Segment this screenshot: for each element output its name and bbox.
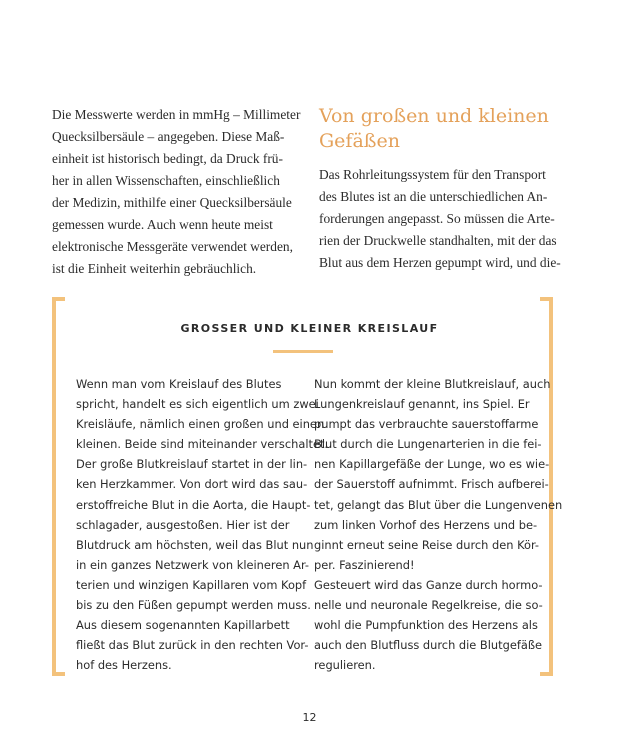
text-line: ist die Einheit weiterhin gebräuchlich. <box>52 261 257 276</box>
box-text-line: fließt das Blut zurück in den rechten Vor- <box>76 638 309 653</box>
box-text-line: regulieren. <box>314 658 376 673</box>
box-text-line: tet, gelangt das Blut über die Lungenvenen <box>314 497 563 512</box>
text-line: rien der Druckwelle standhalten, mit der das <box>319 233 557 248</box>
box-text-line: auch den Blutfluss durch die Blutgefäße <box>314 638 543 653</box>
box-text-line: Wenn man vom Kreislauf des Blutes <box>76 377 282 391</box>
left-column <box>52 104 301 280</box>
text-line: Das Rohrleitungssystem für den Transport <box>319 167 546 182</box>
box-text-line: in ein ganzes Netzwerk von kleineren Ar- <box>76 557 310 572</box>
page-number: 12 <box>302 711 317 724</box>
box-text-line: erstoffreiche Blut in die Aorta, die Haupt- <box>76 497 311 512</box>
box-title: GROSSER UND KLEINER KREISLAUF <box>180 322 439 335</box>
text-line: Quecksilbersäule – angegeben. Diese Maß- <box>52 129 285 144</box>
box-text-line: Lungenkreislauf genannt, ins Spiel. Er <box>314 397 530 412</box>
box-text-line: nelle und neuronale Regelkreise, die so- <box>314 598 543 613</box>
text-line: forderungen angepasst. So müssen die Arte- <box>319 211 555 226</box>
box-text-line: terien und winzigen Kapillaren vom Kopf <box>76 577 307 592</box>
box-text-line: ken Herzkammer. Von dort wird das sau- <box>76 477 308 492</box>
text-line: der Medizin, mithilfe einer Quecksilbersäule <box>52 195 292 210</box>
heading-line: Gefäßen <box>319 130 400 152</box>
box-right-column <box>314 374 563 675</box>
text-line: gemessen wurde. Auch wenn heute meist <box>52 217 273 232</box>
text-line: Die Messwerte werden in mmHg – Millimeter <box>52 107 301 122</box>
box-text-line: Nun kommt der kleine Blutkreislauf, auch <box>314 377 551 391</box>
box-text-line: Blut durch die Lungenarterien in die fei- <box>314 437 542 452</box>
box-title-rule <box>273 350 333 353</box>
box-text-line: ginnt erneut seine Reise durch den Kör- <box>314 537 540 552</box>
box-text-line: Blutdruck am höchsten, weil das Blut nun <box>76 537 314 552</box>
box-text-line: schlagader, ausgestoßen. Hier ist der <box>76 517 290 532</box>
text-line: einheit ist historisch bedingt, da Druck frü- <box>52 151 283 166</box>
heading-line: Von großen und kleinen <box>319 105 549 127</box>
box-text-line: Gesteuert wird das Ganze durch hormo- <box>314 577 543 592</box>
text-line: her in allen Wissenschaften, einschließlich <box>52 173 280 188</box>
text-line: des Blutes ist an die unterschiedlichen An- <box>319 189 548 204</box>
text-line: Blut aus dem Herzen gepumpt wird, und die- <box>319 255 561 270</box>
right-column <box>319 104 564 274</box>
box-text-line: der Sauerstoff aufnimmt. Frisch aufberei- <box>314 477 549 492</box>
box-text-line: zum linken Vorhof des Herzens und be- <box>314 517 538 532</box>
box-text-line: wohl die Pumpfunktion des Herzens als <box>314 618 538 633</box>
box-text-line: Kreisläufe, nämlich einen großen und einen <box>76 417 325 432</box>
section-heading <box>319 104 564 154</box>
box-text-line: per. Faszinierend! <box>314 557 415 572</box>
box-text-line: nen Kapillargefäße der Lunge, wo es wie- <box>314 457 550 472</box>
box-text-line: spricht, handelt es sich eigentlich um zwei <box>76 397 319 412</box>
box-bracket-left <box>52 297 65 676</box>
box-left-column <box>76 374 329 675</box>
box-text-line: Aus diesem sogenannten Kapillarbett <box>76 618 290 633</box>
box-text-line: hof des Herzens. <box>76 658 172 673</box>
box-text-line: kleinen. Beide sind miteinander verschaltet. <box>76 437 329 452</box>
text-line: elektronische Messgeräte verwendet werden, <box>52 239 293 254</box>
box-text-line: Der große Blutkreislauf startet in der lin- <box>76 457 308 472</box>
box-text-line: pumpt das verbrauchte sauerstoffarme <box>314 417 539 432</box>
box-text-line: bis zu den Füßen gepumpt werden muss. <box>76 598 311 613</box>
